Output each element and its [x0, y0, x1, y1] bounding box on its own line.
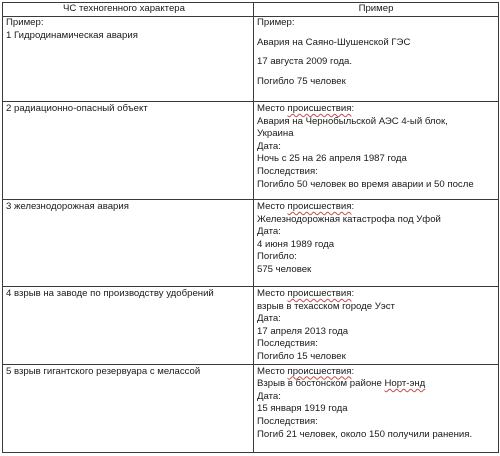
row-2-right-line-3: Украина: [257, 128, 294, 140]
row-2-right-line-5: Ночь с 25 на 26 апреля 1987 года: [257, 153, 407, 165]
spellcheck-underline: происшествия: [287, 365, 352, 377]
row-2-right-line-4: Дата:: [257, 140, 281, 152]
row-5-right-line-1: Место происшествия:: [257, 365, 355, 377]
row-4-right-line-6: Погибло 15 человек: [257, 350, 346, 362]
table-header-row: [3, 3, 499, 17]
row-5-right-line-6: Погиб 21 человек, около 150 получили ранения.: [257, 428, 473, 440]
table-row: [3, 364, 499, 452]
row-4-type-cell: [3, 287, 254, 365]
row-2-example-cell: [254, 102, 499, 200]
spellcheck-underline: происшествия: [287, 103, 352, 114]
row-1-example-cell: [254, 17, 499, 102]
row-5-right-line-5: Последствия:: [257, 415, 318, 427]
row-2-right-line-1: Место происшествия:: [257, 103, 355, 114]
row-5-right-line-4: 15 января 1919 года: [257, 403, 348, 415]
table-row: [3, 200, 499, 287]
row-1-right-line-4: Погибло 75 человек: [257, 75, 346, 87]
row-4-right-line-3: Дата:: [257, 313, 281, 325]
row-5-type-cell: [3, 364, 254, 452]
header-cell-type: ЧС техногенного характера: [3, 3, 254, 17]
spellcheck-underline: происшествия: [287, 288, 352, 299]
row-3-right-line-2: Железнодорожная катастрофа под Уфой: [257, 213, 441, 225]
row-1-type-cell: [3, 17, 254, 102]
row-5-right-line-3: Дата:: [257, 390, 281, 402]
row-4-right-line-5: Последствия:: [257, 338, 318, 350]
row-1-right-line-2: Авария на Саяно-Шушенской ГЭС: [257, 36, 411, 48]
row-2-right-line-7: Погибло 50 человек во время аварии и 50 после: [257, 178, 474, 190]
row-3-right-line-1: Место происшествия:: [257, 201, 355, 212]
row-5-right-line-2: Взрыв в бостонском районе Норт-энд: [257, 378, 426, 390]
row-3-right-line-3: Дата:: [257, 226, 281, 238]
row-4-right-line-4: 17 апреля 2013 года: [257, 325, 349, 337]
row-3-example-cell: [254, 200, 499, 287]
header-cell-example: Пример: [254, 3, 499, 17]
row-3-right-line-6: 575 человек: [257, 263, 312, 275]
spellcheck-underline: Норт-энд: [384, 378, 426, 390]
row-1-right-line-1: Пример:: [257, 17, 295, 28]
row-1-left-line-1: Пример:: [6, 17, 44, 28]
row-2-right-line-6: Последствия:: [257, 165, 318, 177]
row-4-right-line-2: взрыв в техасском городе Уэст: [257, 300, 395, 312]
row-2-right-line-2: Авария на Чернобыльской АЭС 4-ый блок,: [257, 115, 448, 127]
table-row: [3, 17, 499, 102]
row-2-type-cell: [3, 102, 254, 200]
table-row: [3, 102, 499, 200]
row-3-type-cell: [3, 200, 254, 287]
row-5-left-line-1: 5 взрыв гигантского резервуара с мелассой: [6, 365, 201, 377]
row-4-left-line-1: 4 взрыв на заводе по производству удобрений: [6, 288, 214, 299]
emergency-table: [2, 2, 499, 453]
row-1-left-line-2: 1 Гидродинамическая авария: [6, 29, 138, 41]
row-3-right-line-4: 4 июня 1989 года: [257, 238, 335, 250]
row-4-example-cell: [254, 287, 499, 365]
table-row: [3, 287, 499, 365]
row-5-example-cell: [254, 364, 499, 452]
row-3-right-line-5: Погибло:: [257, 251, 297, 263]
row-1-right-line-3: 17 августа 2009 года.: [257, 56, 353, 68]
row-3-left-line-1: 3 железнодорожная авария: [6, 201, 129, 212]
spellcheck-underline: происшествия: [287, 201, 352, 212]
row-2-left-line-1: 2 радиационно-опасный объект: [6, 103, 148, 114]
row-4-right-line-1: Место происшествия:: [257, 288, 355, 299]
